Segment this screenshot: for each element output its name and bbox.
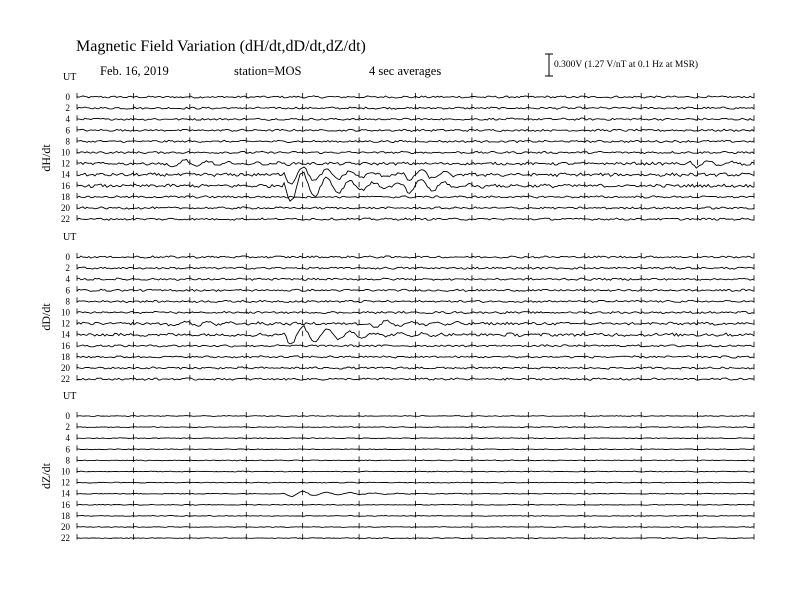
row-label: 6 [65,444,70,455]
row-label: 2 [65,263,70,274]
row-label: 4 [65,433,70,444]
panel-dd-dt [39,232,754,384]
row-label: 8 [65,136,70,147]
row-label: 20 [61,522,70,532]
trace-ut-4 [77,438,754,439]
ut-axis-label: UT [63,232,77,243]
row-label: 18 [61,351,70,362]
row-label: 8 [65,296,70,307]
row-label: 10 [61,466,70,477]
date-label: Feb. 16, 2019 [100,64,169,78]
row-label: 10 [61,147,70,158]
row-label: 16 [61,499,70,510]
row-label: 18 [61,510,70,521]
component-label: dH/dt [39,144,53,172]
row-label: 22 [61,374,70,385]
row-label: 4 [65,274,70,285]
scale-bar [545,54,553,76]
station-label: station=MOS [234,64,302,78]
chart-title: Magnetic Field Variation (dH/dt,dD/dt,dZ/dt) [76,38,366,55]
row-label: 0 [65,252,70,262]
row-label: 22 [61,533,70,544]
averaging-label: 4 sec averages [369,64,442,78]
row-label: 22 [61,214,70,225]
trace-ut-2 [77,427,754,428]
row-label: 10 [61,307,70,318]
row-label: 2 [65,103,70,114]
ut-axis-label: UT [63,72,77,83]
scale-note: 0.300V (1.27 V/nT at 0.1 Hz at MSR) [554,60,699,70]
row-label: 16 [61,340,70,351]
row-label: 12 [61,477,70,488]
row-label: 6 [65,285,70,296]
row-label: 0 [65,411,70,421]
ut-axis-label: UT [63,391,77,402]
row-label: 8 [65,455,70,466]
row-label: 4 [65,114,70,125]
trace-ut-18 [77,516,754,517]
row-label: 0 [65,92,70,102]
row-label: 14 [61,329,70,340]
row-label: 12 [61,318,70,329]
row-label: 12 [61,158,70,169]
row-label: 20 [61,363,70,373]
row-label: 14 [61,169,70,180]
row-label: 16 [61,180,70,191]
row-label: 2 [65,422,70,433]
row-label: 20 [61,203,70,213]
panel-dz-dt [39,391,754,543]
row-label: 14 [61,488,70,499]
component-label: dZ/dt [39,463,53,489]
component-label: dD/dt [39,303,53,331]
panel-dh-dt [39,72,754,224]
row-label: 18 [61,191,70,202]
row-label: 6 [65,125,70,136]
trace-ut-20 [77,527,754,528]
